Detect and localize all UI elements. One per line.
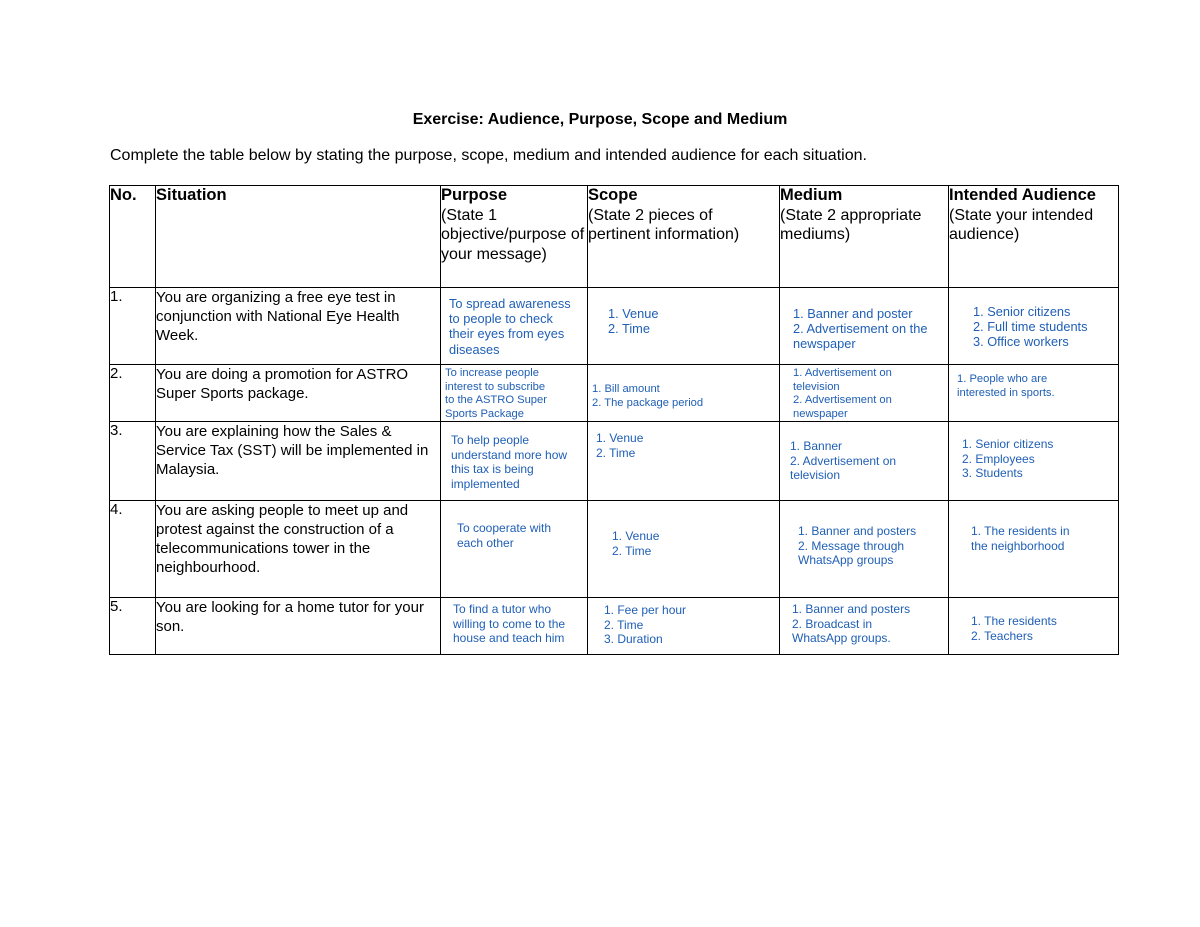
answer-text: 1. Venue 2. Time [596, 431, 644, 460]
audience-cell [949, 288, 1119, 365]
table-row [110, 501, 1119, 598]
row-number: 4. [110, 501, 156, 598]
situation-cell: You are asking people to meet up and protest against the construction of a telecommunications tower in the neighbourhood. [156, 501, 441, 598]
header-situation: Situation [156, 186, 441, 288]
situation-cell: You are organizing a free eye test in conjunction with National Eye Health Week. [156, 288, 441, 365]
medium-cell [780, 288, 949, 365]
answer-text: 1. Fee per hour 2. Time 3. Duration [604, 603, 687, 646]
answer-text: 1. Venue 2. Time [608, 306, 659, 337]
answer-text: To cooperate with each other [457, 521, 552, 550]
instructions: Complete the table below by stating the purpose, scope, medium and intended audience for each situation. [110, 147, 867, 164]
answer-text: 1. Venue 2. Time [612, 529, 660, 558]
scope-cell [588, 365, 780, 422]
answer-text: To help people understand more how this tax is being implemented [451, 433, 568, 491]
header-row [110, 186, 1119, 288]
header-scope: Scope (State 2 pieces of pertinent information) [588, 186, 780, 288]
row-number: 1. [110, 288, 156, 365]
purpose-cell [441, 422, 588, 501]
audience-cell [949, 598, 1119, 655]
answer-text: 1. Senior citizens 2. Full time students 3. Office workers [973, 304, 1088, 350]
table-row [110, 365, 1119, 422]
medium-cell [780, 501, 949, 598]
page-title: Exercise: Audience, Purpose, Scope and Medium [412, 111, 788, 128]
scope-cell [588, 422, 780, 501]
situation-cell: You are explaining how the Sales & Service Tax (SST) will be implemented in Malaysia. [156, 422, 441, 501]
answer-text: To increase people interest to subscribe to the ASTRO Super Sports Package [445, 367, 547, 420]
audience-cell [949, 365, 1119, 422]
medium-cell [780, 598, 949, 655]
audience-cell [949, 501, 1119, 598]
scope-cell [588, 598, 780, 655]
medium-cell [780, 422, 949, 501]
answer-text: 1. Banner 2. Advertisement on television [790, 439, 897, 482]
purpose-cell [441, 288, 588, 365]
header-no: No. [110, 186, 156, 288]
exercise-table [109, 185, 1119, 655]
table-row [110, 598, 1119, 655]
row-number: 3. [110, 422, 156, 501]
header-medium: Medium (State 2 appropriate mediums) [780, 186, 949, 288]
row-number: 2. [110, 365, 156, 422]
table-row [110, 422, 1119, 501]
scope-cell [588, 288, 780, 365]
medium-cell [780, 365, 949, 422]
purpose-cell [441, 501, 588, 598]
situation-cell: You are looking for a home tutor for your son. [156, 598, 441, 655]
answer-text: 1. Banner and posters 2. Broadcast in WhatsApp groups. [792, 602, 911, 645]
table-row [110, 288, 1119, 365]
situation-cell: You are doing a promotion for ASTRO Super Sports package. [156, 365, 441, 422]
answer-text: 1. The residents 2. Teachers [971, 614, 1057, 643]
answer-text: 1. Banner and posters 2. Message through WhatsApp groups [798, 524, 917, 567]
scope-cell [588, 501, 780, 598]
purpose-cell [441, 598, 588, 655]
answer-text: 1. The residents in the neighborhood [971, 524, 1070, 553]
header-purpose: Purpose (State 1 objective/purpose of your message) [441, 186, 588, 288]
purpose-cell [441, 365, 588, 422]
answer-text: 1. Banner and poster 2. Advertisement on the newspaper [793, 306, 928, 352]
header-audience: Intended Audience (State your intended audience) [949, 186, 1119, 288]
audience-cell [949, 422, 1119, 501]
answer-text: To spread awareness to people to check their eyes from eyes diseases [449, 296, 571, 357]
answer-text: 1. Advertisement on television 2. Advertisement on newspaper [793, 367, 892, 420]
answer-text: 1. Bill amount 2. The package period [592, 383, 704, 409]
answer-text: 1. People who are interested in sports. [957, 373, 1055, 399]
row-number: 5. [110, 598, 156, 655]
answer-text: To find a tutor who willing to come to the house and teach him [453, 602, 566, 645]
answer-text: 1. Senior citizens 2. Employees 3. Students [962, 437, 1054, 480]
